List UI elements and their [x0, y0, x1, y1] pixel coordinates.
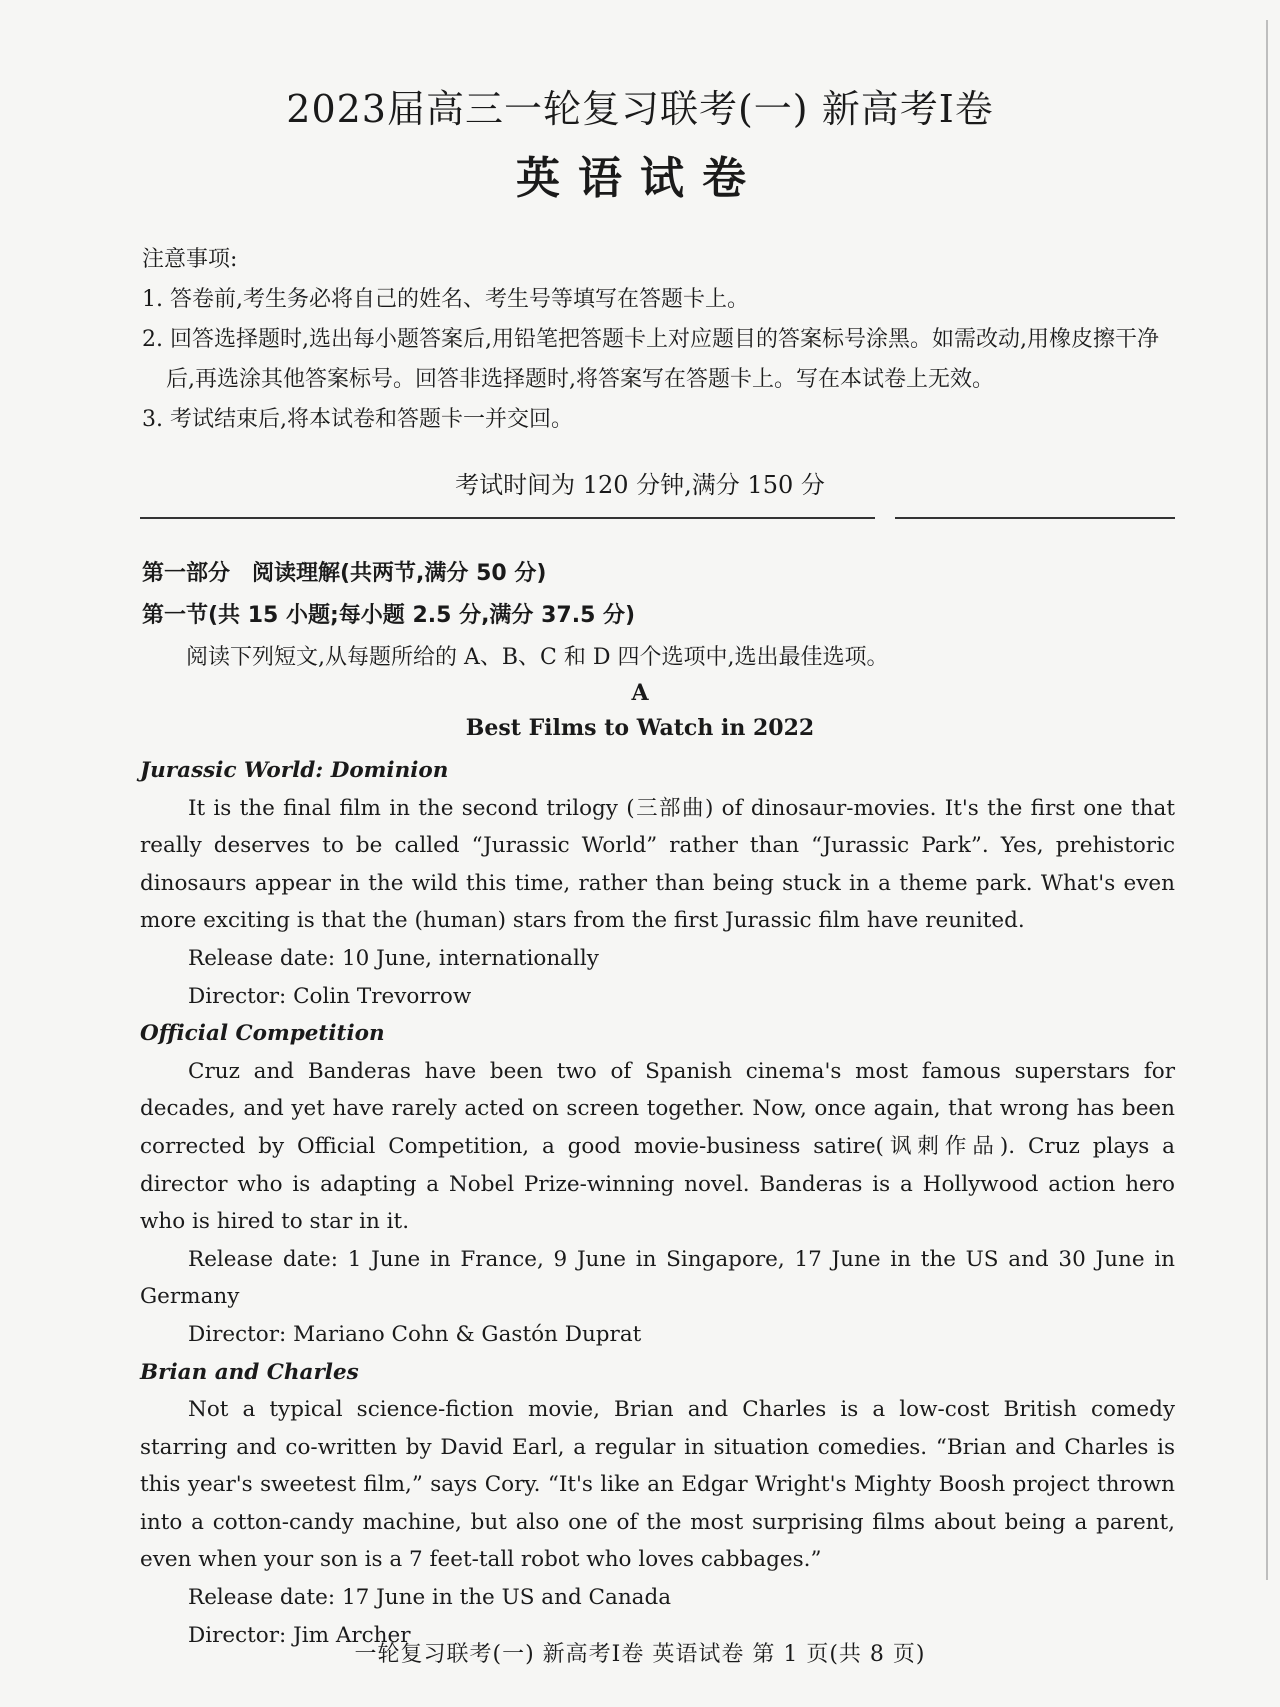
instruction: 阅读下列短文,从每题所给的 A、B、C 和 D 四个选项中,选出最佳选项。: [186, 645, 889, 670]
section-heading: 第一节(共 15 小题;每小题 2.5 分,满分 37.5 分): [142, 603, 636, 628]
film-director: Director: Mariano Cohn & Gastón Duprat: [188, 1321, 642, 1347]
notice-heading: 注意事项:: [142, 247, 238, 272]
passage-title: Best Films to Watch in 2022: [465, 715, 815, 741]
film-title: Official Competition: [140, 1021, 385, 1047]
film-title: Jurassic World: Dominion: [140, 758, 449, 783]
film-description: It is the final film in the second trilogy (三部曲) of dinosaur-movies. It's the first one that really deserves to be called “Jurassic World” rather than “Jurassic Park”. Yes, prehistoric dinosaurs appear in the wild this time, rather than being stuck in a theme park. What's even more exciting is that the (human) stars from the first Jurassic film have reunited.: [140, 795, 1175, 934]
notice-item: 1. 答卷前,考生务必将自己的姓名、考生号等填写在答题卡上。: [142, 287, 749, 312]
film-description: Not a typical science-fiction movie, Brian and Charles is a low-cost British comedy starring and co-written by David Earl, a regular in situation comedies. “Brian and Charles is this year's sweetest film,” says Cory. “It's like an Edgar Wright's Mighty Boosh project thrown into a cotton-candy machine, but also one of the most surprising films about being a parent, even when your son is a 7 feet-tall robot who loves cabbages.”: [140, 1397, 1175, 1573]
film-description: Cruz and Banderas have been two of Spanish cinema's most famous superstars for decades, and yet have rarely acted on screen together. Now, once again, that wrong has been corrected by Official Competition, a good movie-business satire(讽刺作品). Cruz plays a director who is adapting a Nobel Prize-winning novel. Banderas is a Hollywood action hero who is hired to star in it.: [140, 1058, 1175, 1235]
film-release: Release date: 10 June, internationally: [188, 945, 599, 971]
page-footer: 一轮复习联考(一) 新高考Ⅰ卷 英语试卷 第 1 页(共 8 页): [354, 1642, 926, 1667]
film-director: Director: Colin Trevorrow: [188, 983, 472, 1009]
divider: [895, 517, 1175, 519]
exam-subtitle: 英语试卷: [516, 153, 764, 204]
film-release: Release date: 1 June in France, 9 June in Singapore, 17 June in the US and 30 June in Germany: [140, 1246, 1175, 1310]
passage-letter: A: [631, 680, 649, 706]
exam-time: 考试时间为 120 分钟,满分 150 分: [455, 471, 825, 499]
notice-block: [142, 240, 1182, 440]
notice-item: 2. 回答选择题时,选出每小题答案后,用铅笔把答题卡上对应题目的答案标号涂黑。如需改动,用橡皮擦干净后,再选涂其他答案标号。回答非选择题时,将答案写在答题卡上。写在本试卷上无效。: [142, 327, 1159, 392]
film-release: Release date: 17 June in the US and Canada: [188, 1585, 672, 1611]
divider: [140, 517, 875, 519]
film-title: Brian and Charles: [140, 1359, 359, 1385]
film-director: Director: Jim Archer: [188, 1622, 411, 1648]
passage-body: [140, 752, 1175, 1654]
exam-title: 2023届高三一轮复习联考(一) 新高考Ⅰ卷: [286, 87, 994, 131]
part-heading: 第一部分 阅读理解(共两节,满分 50 分): [142, 561, 547, 586]
notice-item: 3. 考试结束后,将本试卷和答题卡一并交回。: [142, 407, 573, 432]
scan-edge: [1266, 20, 1268, 1580]
